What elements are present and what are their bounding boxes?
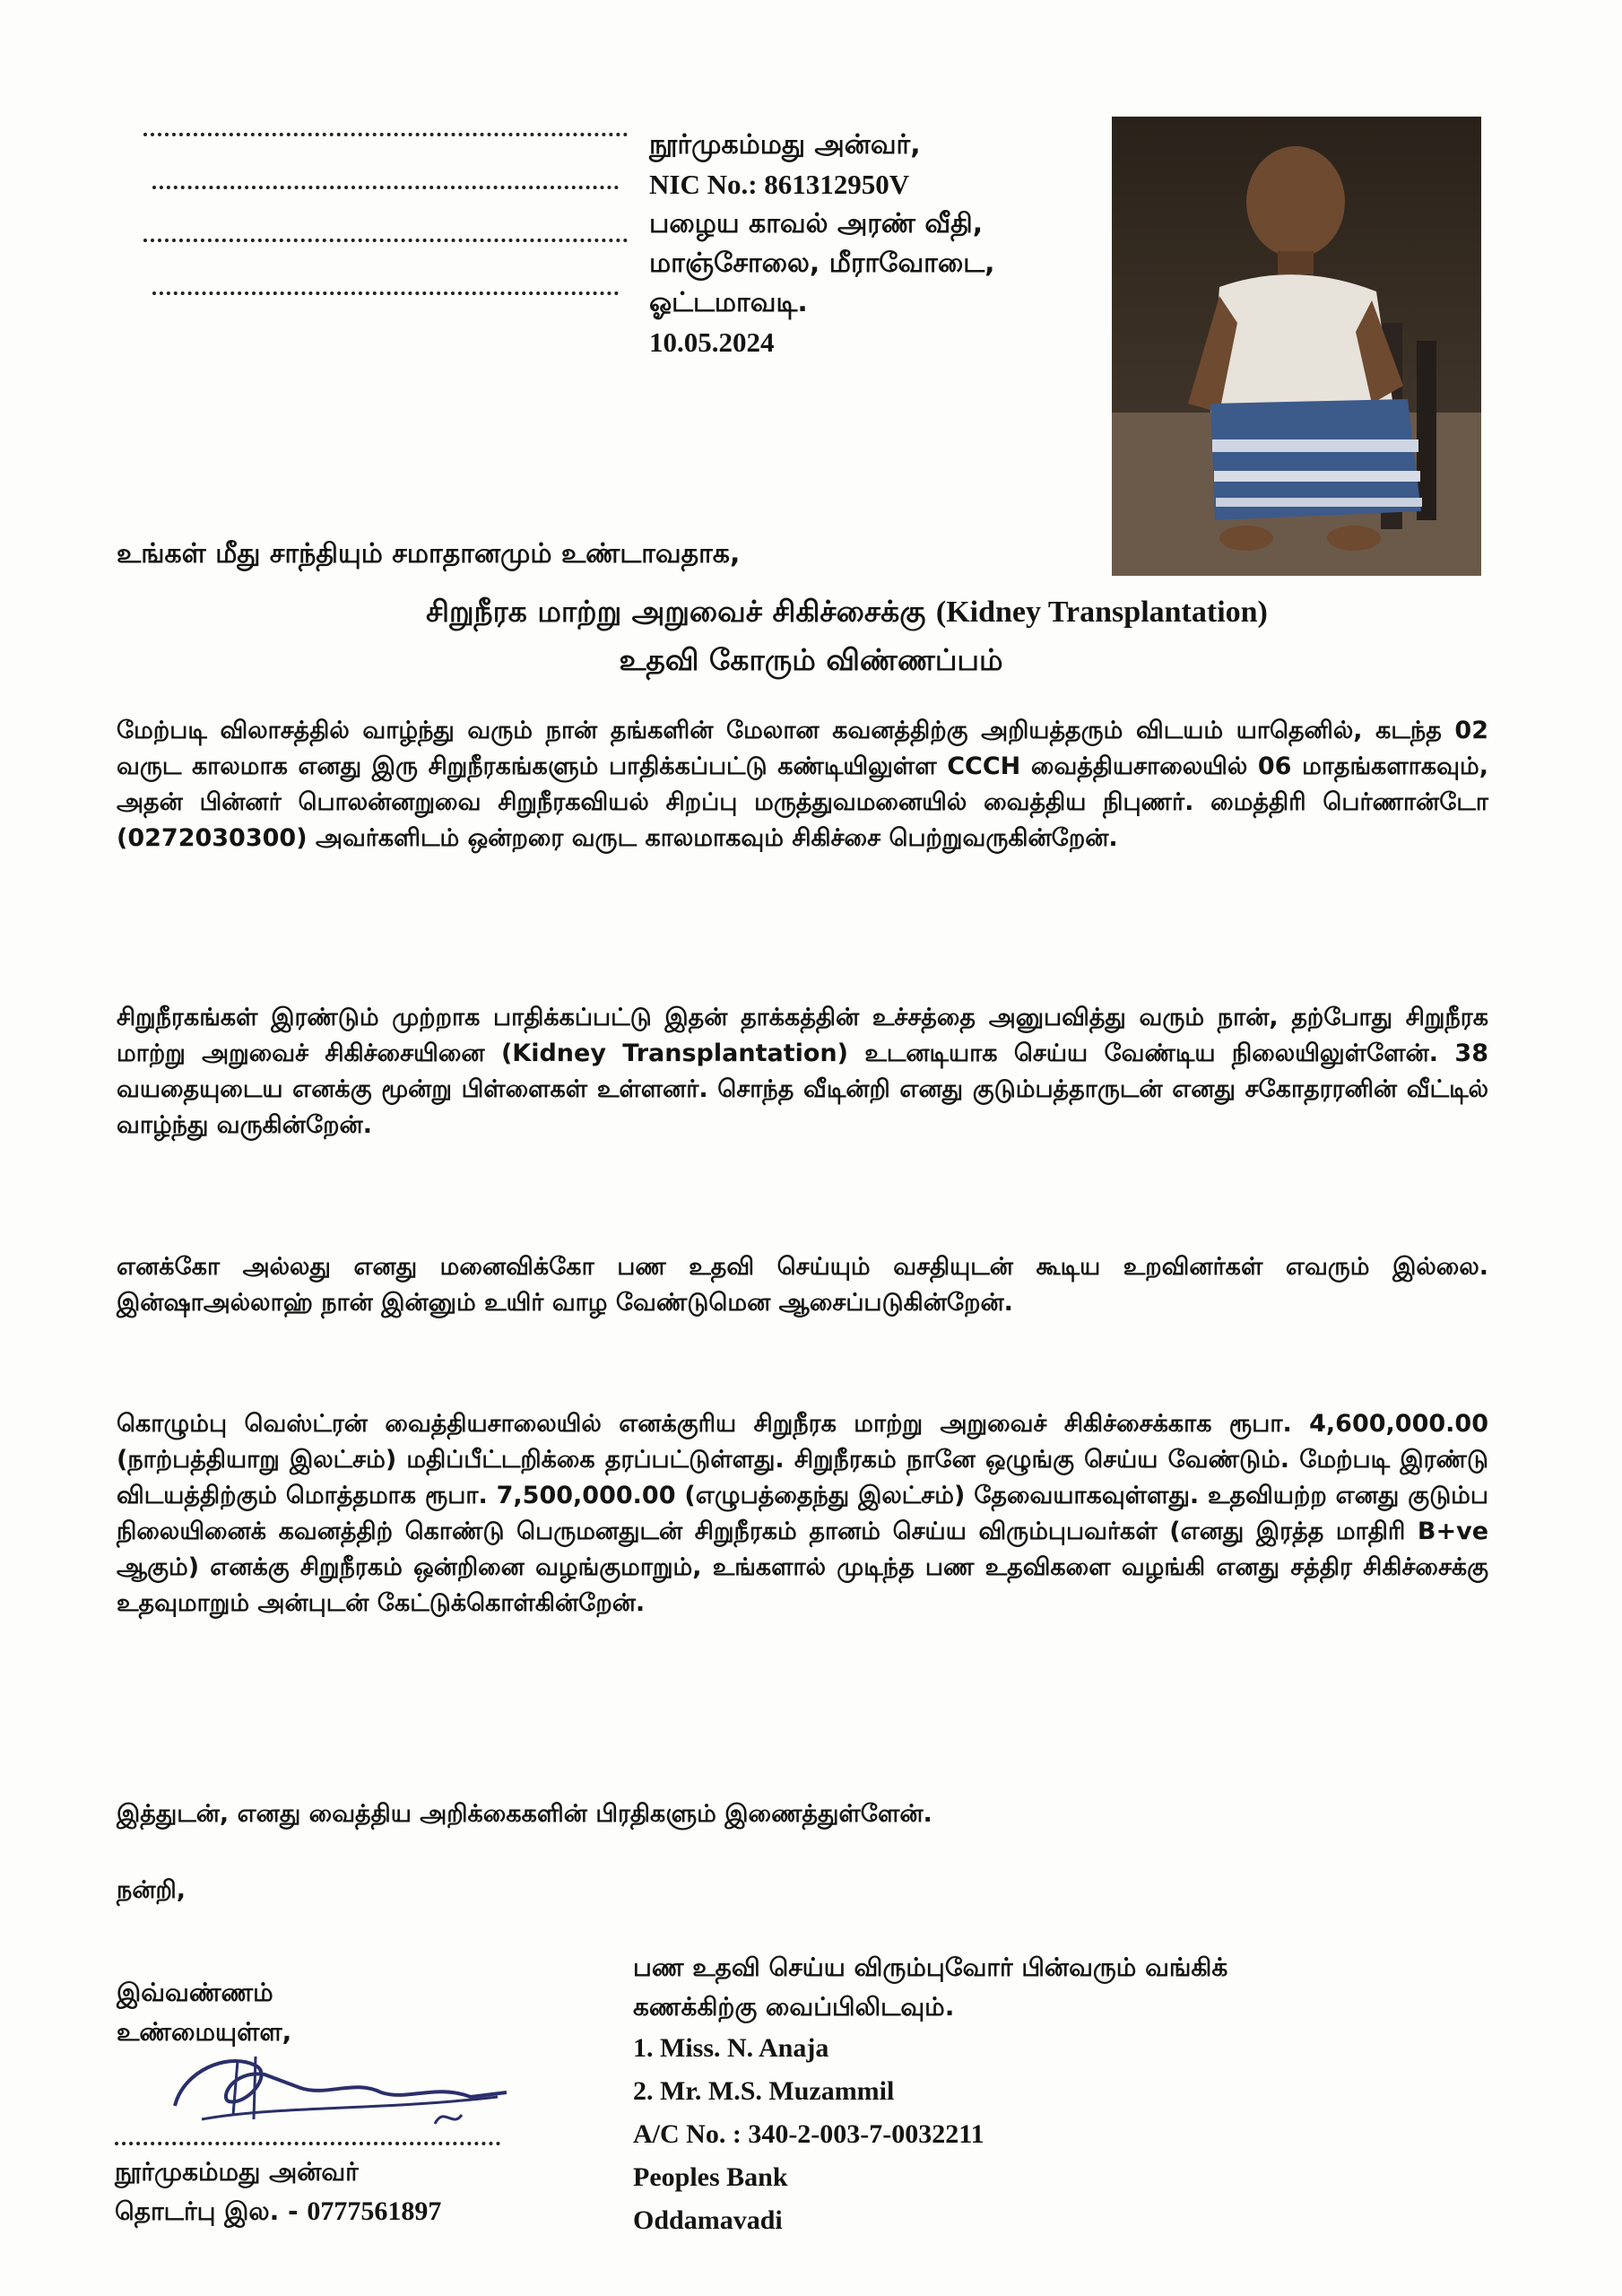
- account-holder-2: 2. Mr. M.S. Muzammil: [633, 2076, 895, 2106]
- signer-name: நூர்முகம்மது அன்வர்: [115, 2157, 359, 2187]
- account-holder-1: 1. Miss. N. Anaja: [633, 2033, 829, 2063]
- bank-intro-line-1: பண உதவி செய்ய விரும்புவோர் பின்வரும் வங்கிக்: [633, 1952, 1228, 1982]
- recipient-line-1: [143, 133, 628, 136]
- closing-line-1: இவ்வண்ணம்: [117, 1978, 273, 2007]
- recipient-line-3: [143, 239, 628, 242]
- recipient-address-lines: [143, 133, 628, 344]
- letter-date: 10.05.2024: [649, 326, 775, 358]
- paragraph-2: சிறுநீரகங்கள் இரண்டும் முற்றாக பாதிக்கப்பட்டு இதன் தாக்கத்தின் உச்சத்தை அனுபவித்து வரும் நான், தற்போது சிறுநீரக மாற்று அறுவைச் சிகிச்சையினை (Kidney Transplantation) உடனடியாக செய்ய வேண்டிய நிலையிலுள்ளேன். 38 வயதையுடைய எனக்கு மூன்று பிள்ளைகள் உள்ளனர். சொந்த வீடின்றி எனது குடும்பத்தாருடன் எனது சகோதரரனின் வீட்டில் வாழ்ந்து வருகின்றேன்.: [117, 1004, 1488, 1139]
- bank-intro-line-2: கணக்கிற்கு வைப்பிலிடவும்.: [633, 1992, 955, 2022]
- thanks-line: நன்றி,: [117, 1876, 186, 1904]
- account-number: A/C No. : 340-2-003-7-0032211: [633, 2119, 984, 2149]
- signer-contact: [115, 2192, 441, 2231]
- sender-street: பழைய காவல் அரண் வீதி,: [649, 208, 984, 239]
- recipient-line-4: [152, 291, 619, 295]
- handwritten-signature: [148, 2043, 525, 2137]
- title-english: (Kidney Transplantation): [935, 596, 1268, 629]
- recipient-line-2: [152, 186, 619, 189]
- sender-town: மாஞ்சோலை, மீராவோடை,: [649, 248, 995, 279]
- letter-title-line-2: உதவி கோரும் விண்ணப்பம்: [619, 642, 1003, 677]
- paragraph-5: இத்துடன், எனது வைத்திய அறிக்கைகளின் பிரதிகளும் இணைத்துள்ளேன்.: [117, 1800, 932, 1828]
- paragraph-1: மேற்படி விலாசத்தில் வாழ்ந்து வரும் நான் தங்களின் மேலான கவனத்திற்கு அறியத்தரும் விடயம் யாதெனில், கடந்த 02 வருட காலமாக எனது இரு சிறுநீரகங்களும் பாதிக்கப்பட்டு கண்டியிலுள்ள CCCH வைத்தியசாலையில் 06 மாதங்களாகவும், அதன் பின்னர் பொலன்னறுவை சிறுநீரகவியல் சிறப்பு மருத்துவமனையில் வைத்திய நிபுணர். மைத்திரி பெர்ணான்டோ (0272030300) அவர்களிடம் ஒன்றரை வருட காலமாகவும் சிகிச்சை பெற்றுவருகின்றேன்.: [117, 717, 1488, 852]
- sender-name: நூர்முகம்மது அன்வர்,: [649, 129, 921, 161]
- contact-number: 0777561897: [307, 2196, 442, 2226]
- letter-title-line-1: [0, 594, 1622, 633]
- bank-name: Peoples Bank: [633, 2162, 788, 2192]
- paragraph-3: எனக்கோ அல்லது எனது மனைவிக்கோ பண உதவி செய்யும் வசதியுடன் கூடிய உறவினர்கள் எவரும் இல்லை. இன்ஷாஅல்லாஹ் நான் இன்னும் உயிர் வாழ வேண்டுமென ஆசைப்படுகின்றேன்.: [117, 1253, 1488, 1317]
- paragraph-4: கொழும்பு வெஸ்ட்ரன் வைத்தியசாலையில் எனக்குரிய சிறுநீரக மாற்று அறுவைச் சிகிச்சைக்காக ரூபா. 4,600,000.00 (நாற்பத்தியாறு இலட்சம்) மதிப்பீட்டறிக்கை தரப்பட்டுள்ளது. சிறுநீரகம் நானே ஒழுங்கு செய்ய வேண்டும். மேற்படி இரண்டு விடயத்திற்கும் மொத்தமாக ரூபா. 7,500,000.00 (எழுபத்தைந்து இலட்சம்) தேவையாகவுள்ளது. உதவியற்ற எனது குடும்ப நிலையினைக் கவனத்திற் கொண்டு பெருமனதுடன் சிறுநீரகம் தானம் செய்ய விரும்புபவர்கள் (எனது இரத்த மாதிரி B+ve ஆகும்) எனக்கு சிறுநீரகம் ஒன்றினை வழங்குமாறும், உங்களால் முடிந்த பண உதவிகளை வழங்கி எனது சத்திர சிகிச்சைக்கு உதவுமாறும் அன்புடன் கேட்டுக்கொள்கின்றேன்.: [117, 1410, 1488, 1617]
- bank-details: [633, 1948, 1227, 2242]
- title-tamil: சிறுநீரக மாற்று அறுவைச் சிகிச்சைக்கு: [426, 594, 936, 629]
- applicant-photo-illustration: [1112, 117, 1481, 576]
- bank-branch: Oddamavadi: [633, 2205, 783, 2235]
- sender-address: [649, 126, 995, 362]
- sender-nic: NIC No.: 861312950V: [649, 169, 910, 200]
- closing-line-2: உண்மையுள்ள,: [117, 2017, 292, 2047]
- closing: [117, 1973, 291, 2052]
- signature-line: [115, 2142, 500, 2145]
- sender-district: ஓட்டமாவடி.: [649, 287, 808, 318]
- greeting: உங்கள் மீது சாந்தியும் சமாதானமும் உண்டாவதாக,: [117, 538, 741, 570]
- applicant-photo: [1112, 117, 1481, 576]
- signer-block: [115, 2152, 441, 2231]
- contact-label: தொடர்பு இல. -: [115, 2196, 308, 2226]
